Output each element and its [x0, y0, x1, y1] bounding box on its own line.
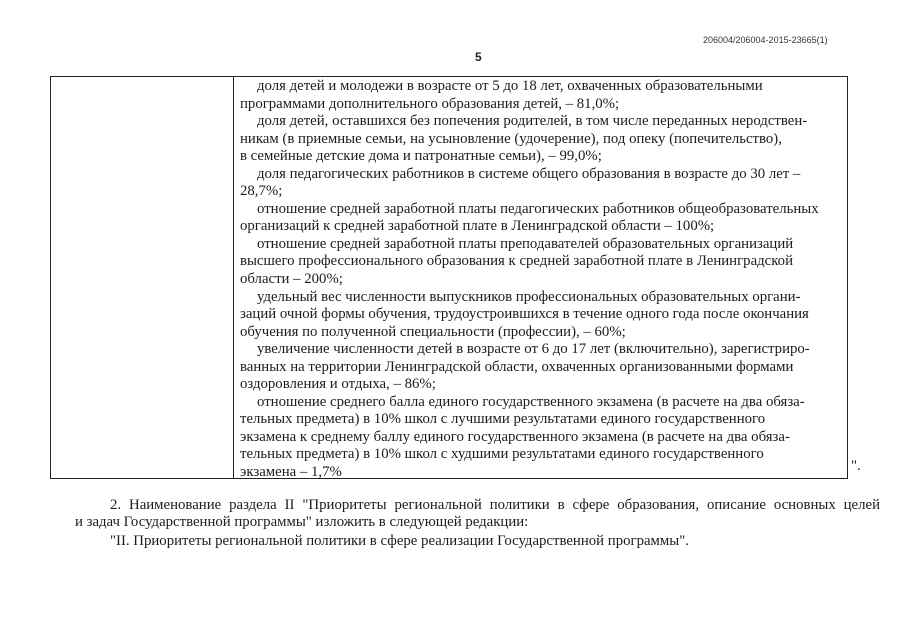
indicator-text-line: никам (в приемные семьи, на усыновление (удочерение), под опеку (попечительство), — [240, 130, 782, 147]
indicator-paragraph — [240, 394, 847, 482]
quote-closing-mark: ". — [851, 458, 861, 474]
indicator-text-line: ванных на территории Ленинградской области, охваченных организованными формами — [240, 358, 794, 375]
indicators-table-left-cell — [51, 77, 234, 478]
page-number: 5 — [475, 50, 482, 64]
indicator-text-line: увеличение численности детей в возрасте от 6 до 17 лет (включительно), зарегистриро- — [257, 341, 810, 358]
indicator-paragraph — [240, 236, 847, 289]
indicator-text-line: отношение средней заработной платы преподавателей образовательных организаций — [257, 235, 794, 252]
indicator-paragraph — [240, 341, 847, 394]
indicator-text-line: высшего профессионального образования к средней заработной плате в Ленинградской — [240, 253, 793, 270]
indicator-text-line: экзамена к среднему баллу единого государственного экзамена (в расчете на два обяза- — [240, 428, 790, 445]
indicator-text-line: области – 200%; — [240, 271, 343, 288]
indicator-text-line: в семейные детские дома и патронатные семьи), – 99,0%; — [240, 148, 602, 165]
indicator-text-line: тельных предмета) в 10% школ с лучшими результатами единого государственного — [240, 411, 766, 428]
indicator-text-line: удельный вес численности выпускников профессиональных образовательных органи- — [257, 288, 801, 305]
amendment-text-line: и задач Государственной программы" изложить в следующей редакции: — [75, 514, 529, 530]
indicator-text-line: обучения по полученной специальности (профессии), – 60%; — [240, 323, 626, 340]
indicator-paragraph — [240, 78, 847, 113]
indicator-text-line: доля детей, оставшихся без попечения родителей, в том числе переданных неродствен- — [257, 113, 808, 130]
indicator-text-line: экзамена – 1,7% — [240, 464, 342, 481]
indicator-paragraph — [240, 113, 847, 166]
indicator-text-line: отношение средней заработной платы педагогических работников общеобразовательных — [257, 200, 819, 217]
indicator-paragraph — [240, 289, 847, 342]
indicator-text-line: оздоровления и отдыха, – 86%; — [240, 376, 436, 393]
new-section-title: "II. Приоритеты региональной политики в сфере реализации Государственной программы". — [110, 533, 689, 549]
indicator-text-line: доля педагогических работников в системе общего образования в возрасте до 30 лет – — [257, 165, 801, 182]
amendment-text-line: 2. Наименование раздела II "Приоритеты региональной политики в сфере образования, описание основных целей — [110, 497, 880, 513]
indicator-text-line: тельных предмета) в 10% школ с худшими результатами единого государственного — [240, 446, 764, 463]
indicator-text-line: заций очной формы обучения, трудоустроившихся в течение одного года после окончания — [240, 306, 809, 323]
indicator-text-line: отношение среднего балла единого государственного экзамена (в расчете на два обяза- — [257, 393, 805, 410]
indicator-text-line: организаций к средней заработной плате в Ленинградской области – 100%; — [240, 218, 715, 235]
indicator-paragraph — [240, 166, 847, 201]
indicator-text-line: 28,7%; — [240, 183, 283, 200]
indicator-text-line: доля детей и молодежи в возрасте от 5 до 18 лет, охваченных образовательными — [257, 78, 763, 94]
document-registration-number: 206004/206004-2015-23665(1) — [703, 35, 828, 45]
indicator-text-line: программами дополнительного образования детей, – 81,0%; — [240, 95, 620, 112]
indicator-paragraph — [240, 201, 847, 236]
indicators-table-right-cell — [234, 77, 847, 481]
indicators-table — [50, 76, 848, 479]
